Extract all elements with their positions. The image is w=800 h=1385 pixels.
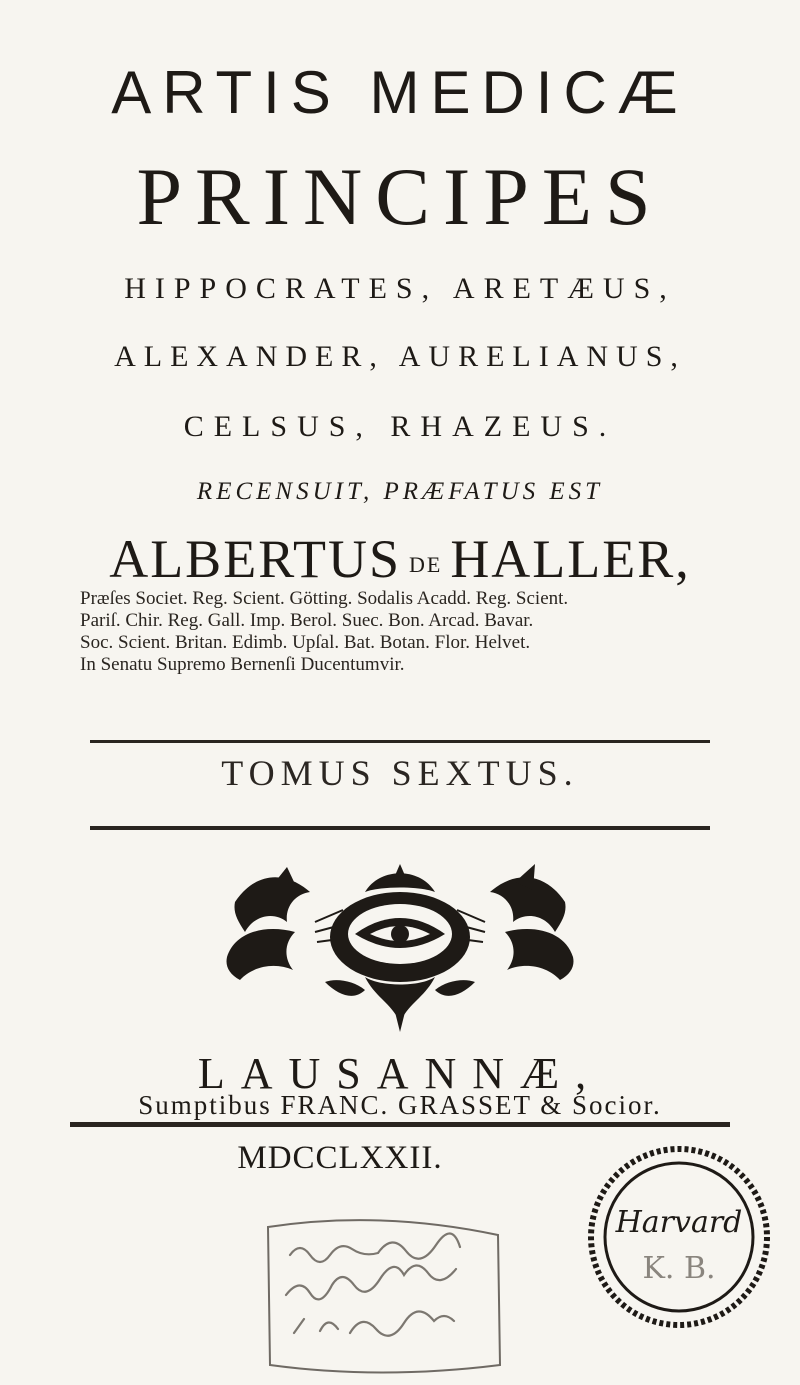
affiliation-line: Soc. Scient. Britan. Edimb. Upſal. Bat. Botan. Flor. Helvet. xyxy=(80,632,531,653)
library-stamp xyxy=(582,1140,777,1335)
top-rule xyxy=(90,740,710,743)
editor-last-name: HALLER, xyxy=(450,529,691,589)
affiliation-line: Præſes Societ. Reg. Scient. Götting. Sodalis Acadd. Reg. Scient. xyxy=(80,588,569,609)
stamp-line-2: K. B. xyxy=(642,1251,716,1286)
printers-ornament-icon xyxy=(215,862,585,1032)
affiliation-line: In Senatu Supremo Bernenſi Ducentumvir. xyxy=(80,654,405,675)
title-line-2: PRINCIPES xyxy=(136,151,664,242)
imprint-publisher: Sumptibus FRANC. GRASSET & Socior. xyxy=(138,1090,662,1120)
stamp-line-1: Harvard xyxy=(615,1205,743,1240)
authors-line-1: HIPPOCRATES, ARETÆUS, xyxy=(124,272,676,305)
authors-line-2: ALEXANDER, AURELIANUS, xyxy=(114,340,686,373)
title-line-1: ARTIS MEDICÆ xyxy=(111,59,689,126)
affiliation-line: Pariſ. Chir. Reg. Gall. Imp. Berol. Suec. Bon. Arcad. Bavar. xyxy=(80,610,534,631)
middle-rule xyxy=(90,826,710,830)
bottom-rule xyxy=(70,1122,730,1127)
volume-label: TOMUS SEXTUS. xyxy=(221,753,579,793)
editor-particle: DE xyxy=(408,551,443,577)
authors-line-3: CELSUS, RHAZEUS. xyxy=(183,410,617,443)
editor-affiliations xyxy=(80,588,760,676)
stamp-seal-icon xyxy=(582,1140,777,1335)
editor-first-name: ALBERTUS xyxy=(109,529,401,589)
editor-name xyxy=(0,528,800,590)
handwritten-inscription-icon xyxy=(250,1205,515,1380)
editor-note: RECENSUIT, PRÆFATUS EST xyxy=(196,478,604,505)
imprint-city: LAUSANNÆ, xyxy=(197,1049,603,1098)
imprint-year: MDCCLXXII. xyxy=(237,1140,443,1176)
